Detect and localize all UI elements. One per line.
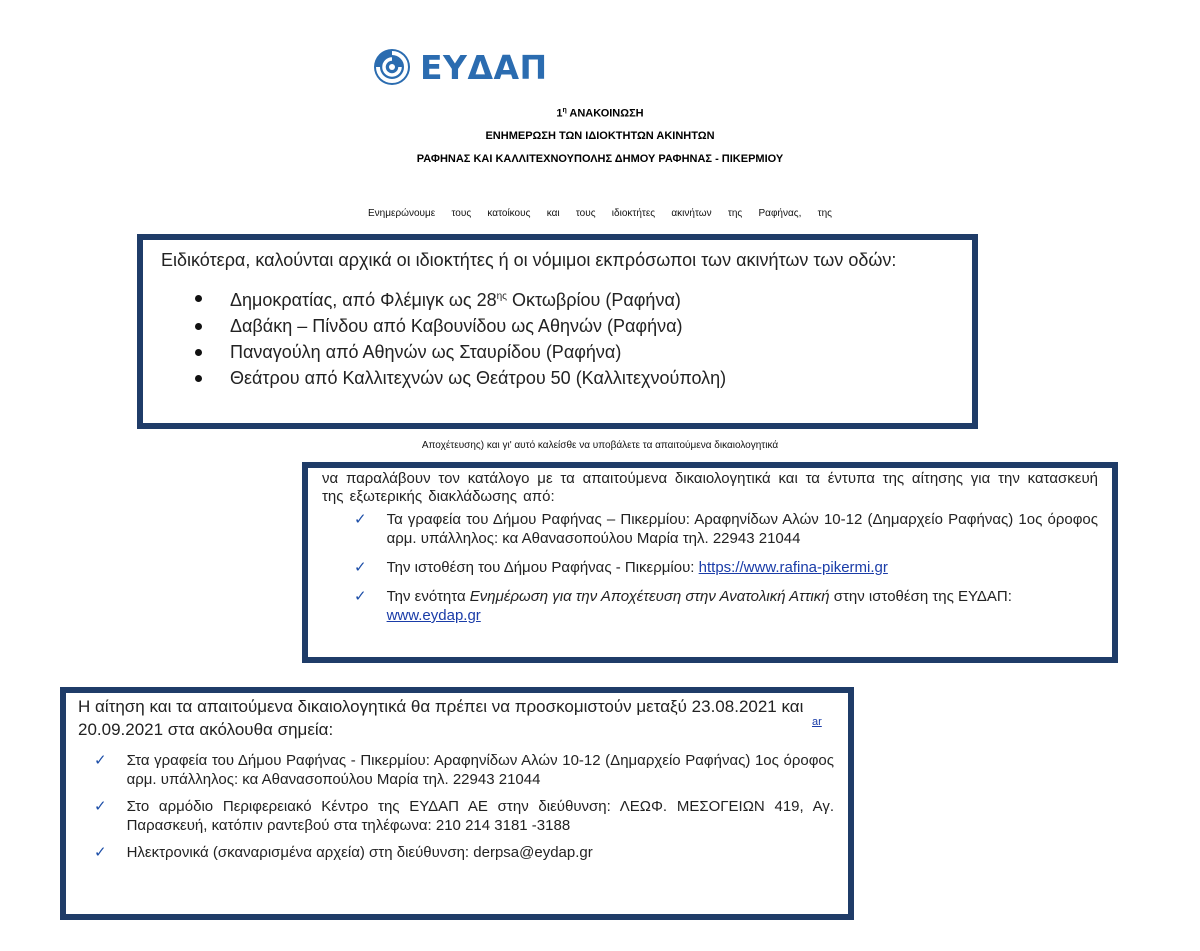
submission-item-1: Στα γραφεία του Δήμου Ραφήνας - Πικερμίου: Αραφηνίδων Αλών 10-12 (Δημαρχείο Ραφήνας) 1ος όροφος αρμ. υπάλληλος: κα Αθανασοπούλου Μαρία τηλ. 22943 21044 <box>126 752 834 788</box>
submission-list <box>94 751 834 862</box>
pickup-item-1: Τα γραφεία του Δήμου Ραφήνας – Πικερμίου: Αραφηνίδων Αλών 10-12 (Δημαρχείο Ραφήνας) 1ος όροφος αρμ. υπάλληλος: κα Αθανασοπούλου Μαρία τηλ. 22943 21044 <box>386 511 1098 547</box>
pickup-item-3-pre: Την ενότητα <box>386 588 470 605</box>
disc-bullet-icon <box>195 349 202 356</box>
list-item <box>195 284 956 313</box>
streets-excerpt-box <box>137 234 978 429</box>
disc-bullet-icon <box>195 295 202 302</box>
pickup-intro: να παραλάβουν τον κατάλογο με τα απαιτούμενα δικαιολογητικά και τα έντυπα της αίτησης για την κατασκευή της εξωτερικής διακλάδωσης από: <box>322 470 1098 505</box>
intro-text: Ενημερώνουμε τους κατοίκους και τους ιδιοκτήτες ακινήτων της Ραφήνας, της <box>368 208 832 219</box>
middle-text: Αποχέτευσης) και γι' αυτό καλείσθε να υποβάλετε τα απαιτούμενα δικαιολογητικά <box>421 440 779 451</box>
submission-item-2: Στο αρμόδιο Περιφερειακό Κέντρο της ΕΥΔΑΠ ΑΕ στην διεύθυνση: ΛΕΩΦ. ΜΕΣΟΓΕΙΩΝ 419, Αγ. Παρασκευή, κατόπιν ραντεβού στα τηλέφωνα: 210 214 3181 -3188 <box>126 798 834 834</box>
announcement-number <box>0 107 1200 120</box>
pickup-item-2 <box>387 558 888 577</box>
street-item-3: Παναγούλη από Αθηνών ως Σταυρίδου (Ραφήνα) <box>230 342 622 362</box>
check-icon: ✓ <box>94 798 107 815</box>
street-item-1 <box>230 284 681 313</box>
pickup-item-3-post: στην ιστοθέση της ΕΥΔΑΠ: <box>829 588 1012 605</box>
stray-link-fragment[interactable]: ar <box>812 716 822 728</box>
list-item <box>354 558 1098 577</box>
eydap-link[interactable]: www.eydap.gr <box>386 607 481 624</box>
submission-item-3: Ηλεκτρονικά (σκαναρισμένα αρχεία) στη διεύθυνση: derpsa@eydap.gr <box>126 844 593 861</box>
street-item-2: Δαβάκη – Πίνδου από Καβουνίδου ως Αθηνών (Ραφήνα) <box>230 316 683 336</box>
pickup-list <box>354 510 1098 625</box>
check-icon: ✓ <box>354 588 367 605</box>
announcement-word: ΑΝΑΚΟΙΝΩΣΗ <box>569 107 644 120</box>
submission-excerpt-box <box>60 687 854 920</box>
check-icon: ✓ <box>354 559 367 576</box>
list-item <box>94 797 834 835</box>
list-item <box>354 587 1098 625</box>
street-item-4: Θεάτρου από Καλλιτεχνών ως Θεάτρου 50 (Καλλιτεχνούπολη) <box>230 368 727 388</box>
list-item <box>195 365 956 391</box>
announcement-suffix: η <box>562 107 567 114</box>
page-title-line-2: ΡΑΦΗΝΑΣ ΚΑΙ ΚΑΛΛΙΤΕΧΝΟΥΠΟΛΗΣ ΔΗΜΟΥ ΡΑΦΗΝΑΣ - ΠΙΚΕΡΜΙΟΥ <box>416 153 784 165</box>
check-icon: ✓ <box>94 844 107 861</box>
eydap-swirl-logo-icon <box>372 47 412 87</box>
check-icon: ✓ <box>354 511 367 528</box>
pickup-excerpt-box <box>302 462 1118 663</box>
submission-intro: Η αίτηση και τα απαιτούμενα δικαιολογητικά θα πρέπει να προσκομιστούν μεταξύ 23.08.2021 και 20.09.2021 στα ακόλουθα σημεία: <box>78 697 804 739</box>
streets-list <box>195 284 956 391</box>
list-item <box>195 313 956 339</box>
disc-bullet-icon <box>195 375 202 382</box>
list-item <box>94 751 834 789</box>
streets-intro: Ειδικότερα, καλούνται αρχικά οι ιδιοκτήτες ή οι νόμιμοι εκπρόσωποι των ακινήτων των οδών: <box>161 250 897 270</box>
list-item <box>195 339 956 365</box>
eydap-logo <box>372 46 548 88</box>
rafina-pikermi-link[interactable]: https://www.rafina-pikermi.gr <box>698 559 888 576</box>
logo-text: ΕΥΔΑΠ <box>420 47 548 87</box>
list-item <box>354 510 1098 548</box>
pickup-item-2-text: Την ιστοθέση του Δήμου Ραφήνας - Πικερμίου: <box>386 559 699 576</box>
pickup-item-3 <box>387 587 1098 625</box>
pickup-item-3-italic: Ενημέρωση για την Αποχέτευση στην Ανατολική Αττική <box>469 588 830 605</box>
street-item-1-sup: ης <box>496 291 507 302</box>
page-title-line-1: ΕΝΗΜΕΡΩΣΗ ΤΩΝ ΙΔΙΟΚΤΗΤΩΝ ΑΚΙΝΗΤΩΝ <box>485 130 715 142</box>
announcement-num: 1 <box>556 107 563 120</box>
list-item <box>94 843 834 862</box>
check-icon: ✓ <box>94 752 107 769</box>
disc-bullet-icon <box>195 323 202 330</box>
street-item-1-text: Δημοκρατίας, από Φλέμιγκ ως 28 <box>230 290 497 310</box>
street-item-1-rest: Οκτωβρίου (Ραφήνα) <box>507 290 681 310</box>
